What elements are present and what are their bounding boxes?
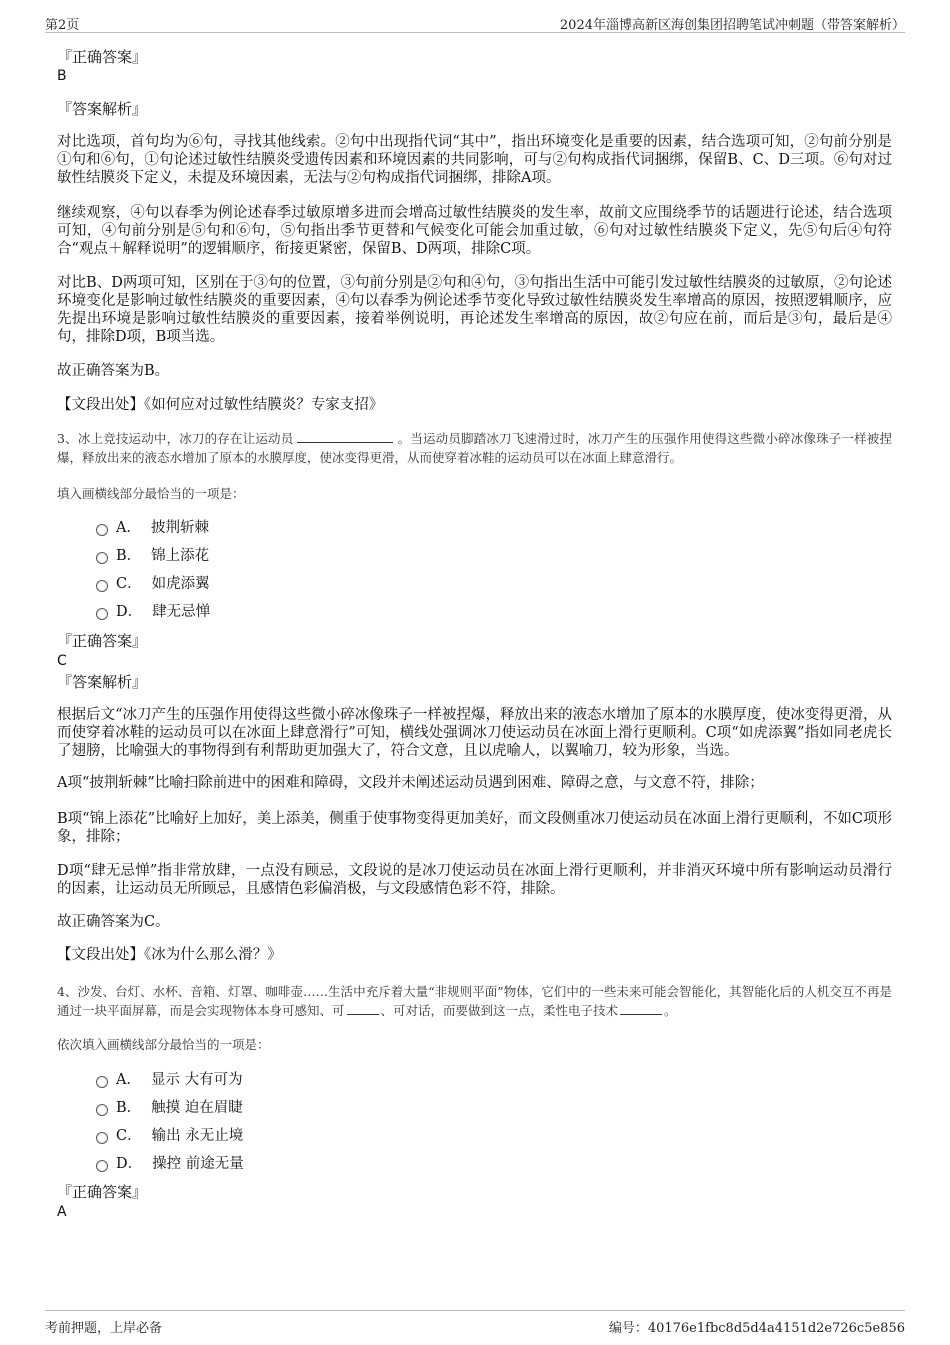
- analysis-paragraph: 对比B、D两项可知，区别在于③句的位置，③句前分别是②句和④句，③句指出生活中可能引发过敏性结膜炎的过敏原，②句论述环境变化是影响过敏性结膜炎的重要因素，④句以春季为例论述季节变化导致过敏性结膜炎发生率增高的原因，按照逻辑顺序，应先提出环境是影响过敏性结膜炎的重要因素，接着举例说明，再论述发生率增高的原因，故②句应在前，而后是③句，最后是④句，排除D项，B项当选。: [57, 275, 892, 345]
- analysis-label: 『答案解析』: [57, 100, 148, 118]
- analysis-paragraph: 继续观察，④句以春季为例论述春季过敏原增多进而会增高过敏性结膜炎的发生率，故前文应围绕季节的话题进行论述，结合选项可知，④句前分别是⑤句和⑥句，⑤句指出季节更替和气候变化可能会加重过敏，⑥句对过敏性结膜炎下定义，先⑤句后④句符合“观点＋解释说明”的逻辑顺序，衔接更紧密，保留B、D两项，排除C项。: [57, 205, 892, 257]
- analysis-paragraph: B项“锦上添花”比喻好上加好，美上添美，侧重于使事物变得更加美好，而文段侧重冰刀使运动员在冰面上滑行更顺利，不如C项形象，排除；: [57, 811, 892, 845]
- option-c[interactable]: [96, 574, 210, 594]
- option-c[interactable]: [96, 1126, 243, 1146]
- option-text: 触摸 迫在眉睫: [151, 1100, 243, 1116]
- option-a[interactable]: [96, 518, 209, 538]
- source-citation: 【文段出处】《如何应对过敏性结膜炎？专家支招》: [57, 397, 384, 413]
- option-text: 披荆斩棘: [150, 520, 209, 536]
- footer-slogan: 考前押题，上岸必备: [45, 1321, 163, 1336]
- radio-icon[interactable]: [96, 1160, 108, 1172]
- analysis-conclusion: 故正确答案为B。: [57, 363, 170, 379]
- option-letter: D．: [116, 1156, 143, 1172]
- option-text: 输出 永无止境: [151, 1128, 244, 1144]
- document-code: 编号：40176e1fbc8d5d4a4151d2e726c5e856: [608, 1321, 905, 1336]
- analysis-paragraph: 根据后文“冰刀产生的压强作用使得这些微小碎冰像珠子一样被捏爆，释放出来的液态水增加了原本的水膜厚度，使冰变得更滑，从而使穿着冰鞋的运动员可以在冰面上肆意滑行”可知，横线处强调冰刀使运动员在冰面上滑行更顺利。C项“如虎添翼”指如同老虎长了翅膀，比喻强大的事物得到有利帮助更加强大了，符合文意，且以虎喻人，以翼喻刀，较为形象，当选。: [57, 707, 892, 759]
- option-letter: D．: [116, 604, 143, 620]
- page-footer: [45, 1310, 905, 1337]
- correct-answer-label: 『正确答案』: [57, 632, 148, 650]
- option-letter: C．: [116, 576, 142, 592]
- page-header: [45, 12, 905, 33]
- correct-answer-label: 『正确答案』: [57, 1183, 148, 1201]
- option-text: 锦上添花: [151, 548, 210, 564]
- question-stem-part: 。: [664, 1003, 677, 1018]
- radio-icon[interactable]: [96, 552, 108, 564]
- question-stem-part: 、可对话，而要做到这一点，柔性电子技术: [380, 1003, 619, 1018]
- option-a[interactable]: [96, 1070, 243, 1090]
- correct-answer-label: 『正确答案』: [57, 48, 148, 66]
- radio-icon[interactable]: [96, 1104, 108, 1116]
- question-stem: [57, 429, 892, 467]
- analysis-conclusion: 故正确答案为C。: [57, 914, 170, 930]
- question-stem-part: 3、冰上竞技运动中，冰刀的存在让运动员: [57, 431, 294, 446]
- analysis-paragraph: A项“披荆斩棘”比喻扫除前进中的困难和障碍，文段并未阐述运动员遇到困难、障碍之意，与文意不符，排除；: [57, 775, 764, 791]
- page-number: 第2页: [45, 18, 80, 33]
- blank-line: [620, 1002, 662, 1015]
- option-text: 显示 大有可为: [150, 1072, 243, 1088]
- blank-line: [297, 430, 393, 443]
- option-letter: B．: [116, 1100, 142, 1116]
- option-letter: B．: [116, 548, 142, 564]
- option-b[interactable]: [96, 1098, 243, 1118]
- radio-icon[interactable]: [96, 524, 108, 536]
- radio-icon[interactable]: [96, 1076, 108, 1088]
- option-d[interactable]: [96, 602, 210, 622]
- blank-line: [347, 1002, 379, 1015]
- question-stem-part: 4、沙发、台灯、水杯、音箱、灯罩、咖啡壶……生活中充斥着大量“非规则平面”物体，它们中的一些未来可能会智能化，其智能化后的人机交互不再是通过一块平面屏幕，而是会实现物体本身可感知、可: [57, 984, 892, 1018]
- radio-icon[interactable]: [96, 580, 108, 592]
- source-citation: 【文段出处】《冰为什么那么滑？》: [57, 947, 282, 963]
- document-title: 2024年淄博高新区海创集团招聘笔试冲刺题（带答案解析）: [559, 18, 905, 33]
- correct-answer-value: C: [57, 653, 67, 669]
- option-text: 肆无忌惮: [152, 604, 211, 620]
- correct-answer-value: A: [57, 1204, 67, 1220]
- option-b[interactable]: [96, 546, 209, 566]
- question-prompt: 依次填入画横线部分最恰当的一项是：: [57, 1037, 270, 1052]
- analysis-paragraph: 对比选项，首句均为⑥句，寻找其他线索。②句中出现指代词“其中”，指出环境变化是重要的因素，结合选项可知，②句前分别是①句和⑥句，①句论述过敏性结膜炎受遗传因素和环境因素的共同影响，可与②句构成指代词捆绑，保留B、C、D三项。⑥句对过敏性结膜炎下定义，未提及环境因素，无法与②句构成指代词捆绑，排除A项。: [57, 134, 892, 186]
- option-text: 操控 前途无量: [152, 1156, 244, 1172]
- question-stem-part: 。当运动员脚踏冰刀飞速滑过时，冰刀产生的压强作用使得这些微小碎冰像珠子一样被捏爆，释放出来的液态水增加了原本的水膜厚度，使冰变得更滑，从而使穿着冰鞋的运动员可以在冰面上肆意滑行。: [57, 431, 892, 465]
- question-stem: [57, 982, 892, 1020]
- option-letter: A．: [116, 1072, 141, 1088]
- option-letter: C．: [116, 1128, 142, 1144]
- option-text: 如虎添翼: [151, 576, 210, 592]
- analysis-paragraph: D项“肆无忌惮”指非常放肆，一点没有顾忌，文段说的是冰刀使运动员在冰面上滑行更顺利，并非消灭环境中所有影响运动员滑行的因素，让运动员无所顾忌，且感情色彩偏消极，与文段感情色彩不符，排除。: [57, 863, 892, 897]
- radio-icon[interactable]: [96, 1132, 108, 1144]
- option-d[interactable]: [96, 1154, 244, 1174]
- analysis-label: 『答案解析』: [57, 673, 148, 691]
- correct-answer-value: B: [57, 68, 67, 84]
- option-letter: A．: [116, 520, 141, 536]
- question-prompt: 填入画横线部分最恰当的一项是：: [57, 486, 245, 501]
- radio-icon[interactable]: [96, 608, 108, 620]
